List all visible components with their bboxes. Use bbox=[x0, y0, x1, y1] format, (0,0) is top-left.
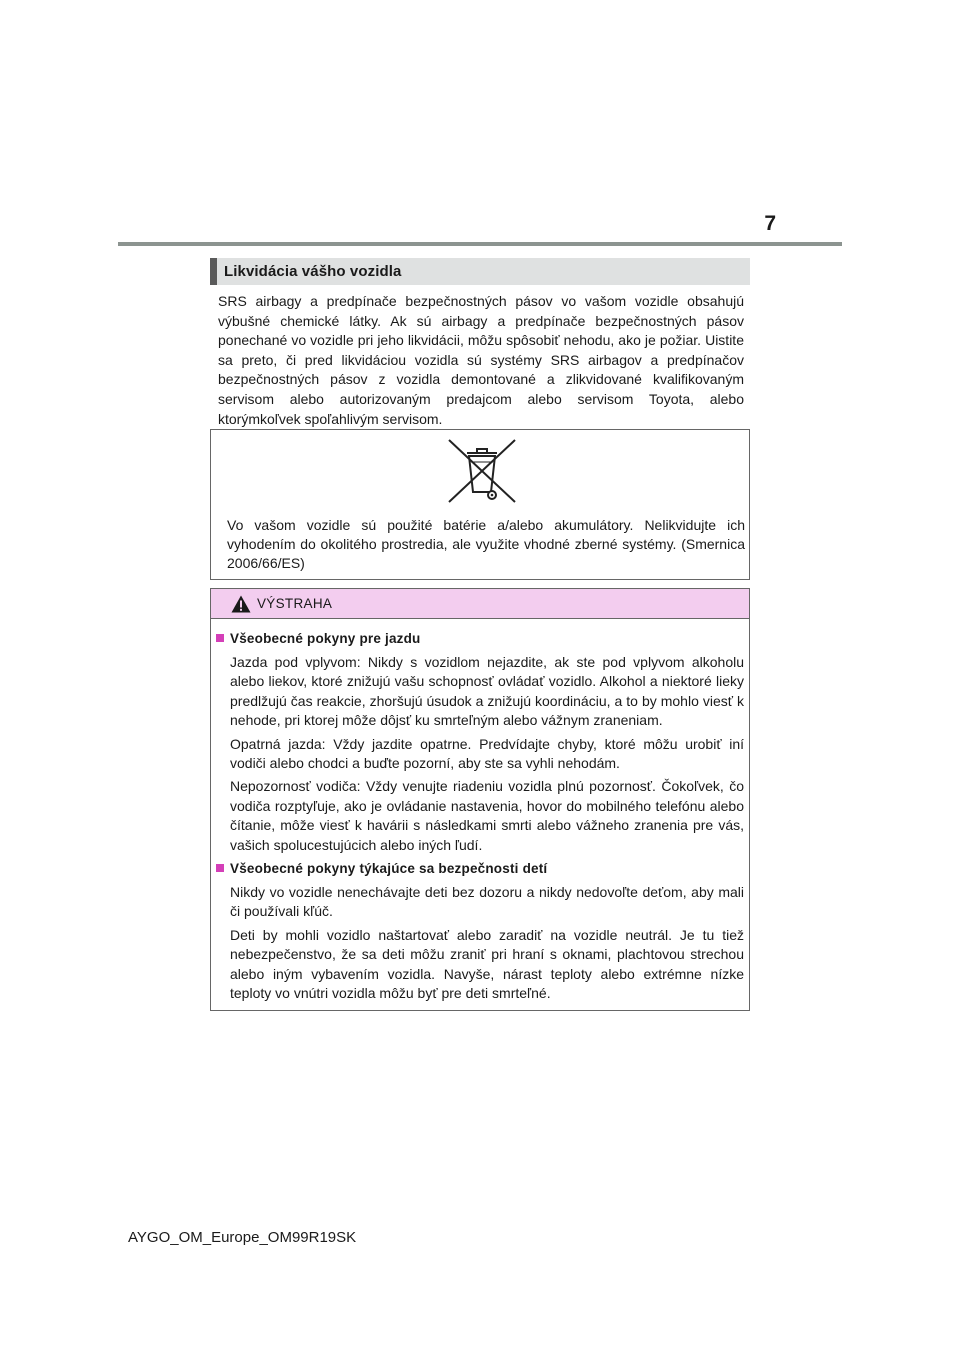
warning-box bbox=[210, 588, 750, 1011]
warning-paragraph: Nepozornosť vodiča: Vždy venujte riadeniu vozidla plnú pozornosť. Čokoľvek, čo vodiča rozptyľuje, ako je ovládanie nastavenia, hovor do mobilného telefónu alebo čítanie, môže viesť k havárii s následkami smrti alebo vážneho zranenia pre vás, vašich spolucestujúcich alebo iných ľudí. bbox=[230, 778, 744, 853]
warning-paragraph: Nikdy vo vozidle nenechávajte deti bez dozoru a nikdy nedovoľte deťom, aby mali či používali kľúč. bbox=[230, 884, 744, 920]
warning-triangle-icon bbox=[231, 595, 251, 613]
intro-paragraph: SRS airbagy a predpínače bezpečnostných pásov vo vašom vozidle obsahujú výbušné chemické látky. Ak sú airbagy a predpínače bezpečnostných pásov ponechané vo vozidle pri jeho likvidácii, môžu spôsobiť nehodu, ako je požiar. Uistite sa preto, či pred likvidáciou vozidla sú systémy SRS airbagov a predpínačov bezpečnostných pásov z vozidla demontované a zlikvidované kvalifikovaným servisom alebo autorizovaným predajcom alebo servisom Toyota, alebo ktorýmkoľvek spoľahlivým servisom. bbox=[218, 293, 744, 427]
section-header: Likvidácia vášho vozidla bbox=[210, 258, 750, 285]
warning-section-driving bbox=[216, 629, 744, 855]
disposal-text: Vo vašom vozidle sú použité batérie a/alebo akumulátory. Nelikvidujte ich vyhodením do okolitého prostredia, ale využite vhodné zberné systémy. (Smernica 2006/66/ES) bbox=[227, 517, 745, 572]
warning-paragraph: Deti by mohli vozidlo naštartovať alebo zaradiť na vozidle neutrál. Je tu tiež nebezpečenstvo, že sa deti môžu zraniť pri hraní s oknami, plachtovou strechou alebo iným vybavením vozidla. Navyše, nárast teploty alebo extrémne nízke teploty vo vnútri vozidla môžu byť pre deti smrteľné. bbox=[230, 926, 744, 1002]
warning-body bbox=[216, 629, 744, 1008]
bullet-square-icon bbox=[216, 634, 224, 642]
warning-paragraph: Jazda pod vplyvom: Nikdy s vozidlom nejazdite, ak ste pod vplyvom alkoholu alebo liekov, ktoré znižujú vašu schopnosť ovládať vozidlo. Alkohol a niektoré lieky predlžujú čas reakcie, zhoršujú úsudok a znižujú koordináciu, a to by mohlo viesť k nehode, pri ktorej môže dôjsť ku smrteľným alebo vážnym zraneniam. bbox=[230, 654, 744, 729]
bullet-square-icon bbox=[216, 864, 224, 872]
crossed-out-wheelie-bin-icon bbox=[447, 438, 517, 504]
page-number: 7 bbox=[764, 212, 776, 235]
disposal-box bbox=[210, 429, 750, 580]
warning-paragraph: Opatrná jazda: Vždy jazdite opatrne. Predvídajte chyby, ktoré môžu urobiť iní vodiči alebo chodci a buďte pozorní, aby ste sa vyhli nehodám. bbox=[230, 735, 744, 772]
bullet-heading bbox=[216, 629, 744, 648]
footer-code: AYGO_OM_Europe_OM99R19SK bbox=[128, 1229, 357, 1246]
warning-section-child-safety bbox=[216, 859, 744, 1003]
top-rule bbox=[118, 242, 842, 246]
bullet-heading bbox=[216, 859, 744, 878]
warning-title: VÝSTRAHA bbox=[257, 596, 333, 611]
warning-header bbox=[211, 589, 749, 619]
bullet-heading-text: Všeobecné pokyny pre jazdu bbox=[230, 631, 421, 646]
bullet-heading-text: Všeobecné pokyny týkajúce sa bezpečnosti detí bbox=[230, 861, 548, 877]
